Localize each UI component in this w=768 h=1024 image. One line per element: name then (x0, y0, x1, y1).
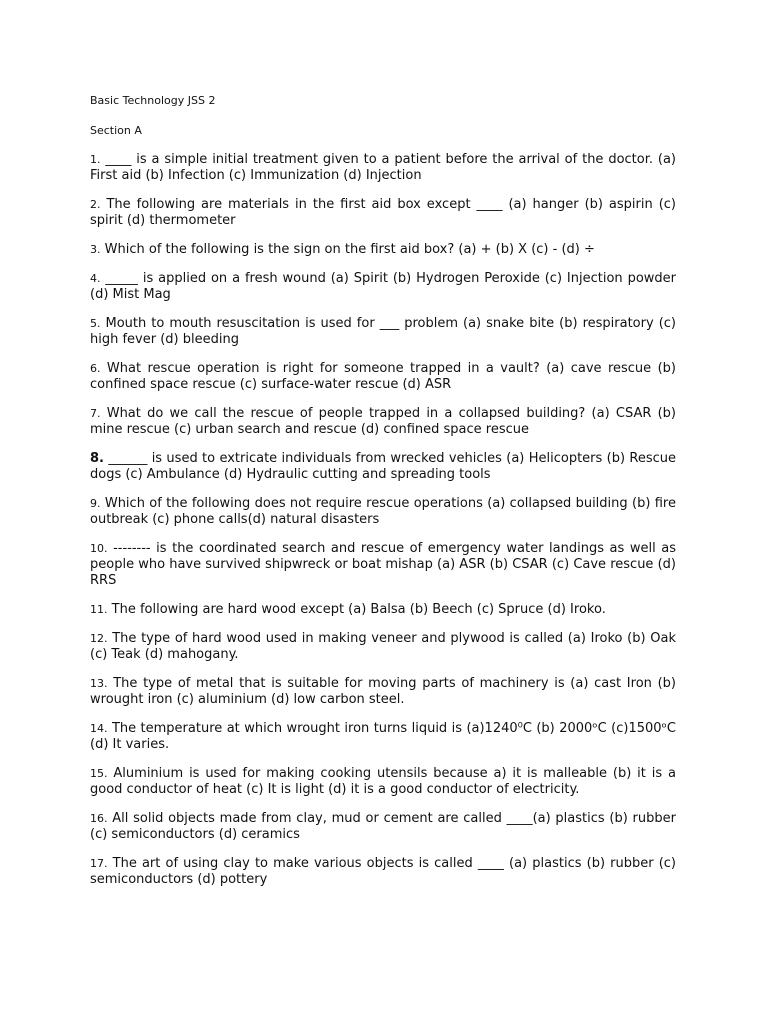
question-text: Which of the following is the sign on the first aid box? (a) + (b) X (c) - (d) ÷ (104, 242, 595, 257)
question-text: What rescue operation is right for someone trapped in a vault? (a) cave rescue (b) confined space rescue (c) surface-water rescue (d) ASR (90, 361, 676, 392)
question-text: _____ is applied on a fresh wound (a) Spirit (b) Hydrogen Peroxide (c) Injection powder (d) Mist Mag (90, 271, 676, 302)
question-item (90, 856, 676, 888)
question-text: The art of using clay to make various objects is called ____ (a) plastics (b) rubber (c) semiconductors (d) pottery (90, 856, 676, 887)
question-number: 12. (90, 632, 108, 645)
question-text: What do we call the rescue of people trapped in a collapsed building? (a) CSAR (b) mine rescue (c) urban search and rescue (d) confined space rescue (90, 406, 676, 437)
question-number: 17. (90, 857, 108, 870)
question-item (90, 541, 676, 589)
question-item (90, 602, 676, 618)
question-item (90, 451, 676, 483)
question-number: 5. (90, 317, 101, 330)
question-number: 2. (90, 198, 101, 211)
question-item (90, 197, 676, 229)
question-number: 3. (90, 243, 101, 256)
question-item (90, 406, 676, 438)
question-item (90, 811, 676, 843)
question-text: The type of metal that is suitable for moving parts of machinery is (a) cast Iron (b) wrought iron (c) aluminium (d) low carbon steel. (90, 676, 676, 707)
question-text: The following are hard wood except (a) Balsa (b) Beech (c) Spruce (d) Iroko. (111, 602, 606, 617)
document-page (90, 94, 676, 901)
question-text: Aluminium is used for making cooking utensils because a) it is malleable (b) it is a good conductor of heat (c) It is light (d) it is a good conductor of electricity. (90, 766, 676, 797)
question-number: 1. (90, 153, 101, 166)
question-item (90, 361, 676, 393)
section-heading: Section A (90, 124, 142, 137)
question-text: -------- is the coordinated search and rescue of emergency water landings as well as people who have survived shipwreck or boat mishap (a) ASR (b) CSAR (c) Cave rescue (d) RRS (90, 541, 676, 588)
question-number: 6. (90, 362, 101, 375)
question-number: 13. (90, 677, 108, 690)
question-text: The temperature at which wrought iron turns liquid is (a)1240⁰C (b) 2000ᵒC (c)1500ᵒC (d) It varies. (90, 721, 676, 752)
question-text: The following are materials in the first aid box except ____ (a) hanger (b) aspirin (c) spirit (d) thermometer (90, 197, 676, 228)
question-text: ____ is a simple initial treatment given to a patient before the arrival of the doctor. (a) First aid (b) Infection (c) Immunization (d) Injection (90, 152, 676, 183)
question-number: 16. (90, 812, 108, 825)
question-number: 11. (90, 603, 108, 616)
question-number: 4. (90, 272, 101, 285)
question-number: 8. (90, 451, 104, 466)
question-item (90, 316, 676, 348)
question-number: 10. (90, 542, 108, 555)
question-item (90, 631, 676, 663)
question-number: 15. (90, 767, 108, 780)
question-item (90, 152, 676, 184)
question-item (90, 766, 676, 798)
document-title: Basic Technology JSS 2 (90, 94, 216, 107)
question-item (90, 496, 676, 528)
question-text: The type of hard wood used in making veneer and plywood is called (a) Iroko (b) Oak (c) Teak (d) mahogany. (90, 631, 676, 662)
question-number: 14. (90, 722, 108, 735)
question-text: Which of the following does not require rescue operations (a) collapsed building (b) fire outbreak (c) phone calls(d) natural disasters (90, 496, 676, 527)
question-text: All solid objects made from clay, mud or cement are called ____(a) plastics (b) rubber (c) semiconductors (d) ceramics (90, 811, 676, 842)
question-number: 7. (90, 407, 101, 420)
question-item (90, 676, 676, 708)
question-item (90, 271, 676, 303)
question-text: Mouth to mouth resuscitation is used for ___ problem (a) snake bite (b) respiratory (c) high fever (d) bleeding (90, 316, 676, 347)
question-number: 9. (90, 497, 101, 510)
question-item (90, 721, 676, 753)
question-item (90, 242, 676, 258)
question-text: ______ is used to extricate individuals from wrecked vehicles (a) Helicopters (b) Rescue dogs (c) Ambulance (d) Hydraulic cutting and spreading tools (90, 451, 676, 482)
